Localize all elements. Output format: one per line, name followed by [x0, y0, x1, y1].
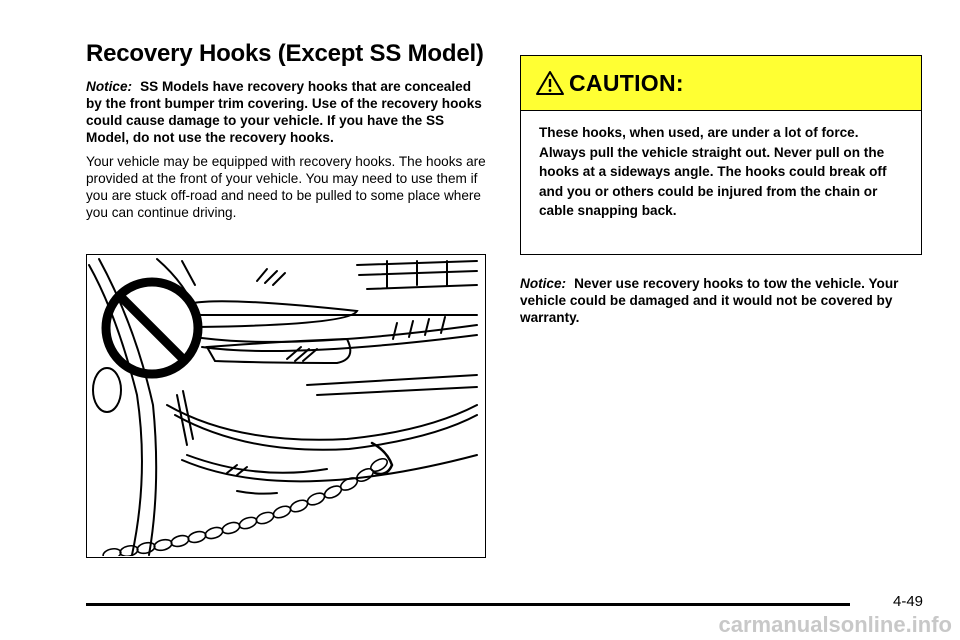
warning-triangle-icon — [535, 70, 565, 96]
notice-label: Notice: — [86, 79, 133, 94]
recovery-hook-illustration — [86, 254, 486, 558]
notice-text: Never use recovery hooks to tow the vehicle. Your vehicle could be damaged and it would not be covered by warranty. — [520, 276, 899, 325]
watermark: carmanualsonline.info — [718, 612, 952, 637]
notice-paragraph — [86, 78, 488, 146]
caution-header — [521, 56, 921, 111]
prohibited-sign-icon — [106, 282, 198, 374]
footer-rule — [86, 603, 850, 606]
notice-label: Notice: — [520, 276, 567, 291]
caution-box — [520, 55, 922, 255]
page-number: 4-49 — [893, 593, 924, 610]
left-column — [86, 78, 488, 221]
bumper-chain-drawing — [87, 255, 484, 556]
body-paragraph: Your vehicle may be equipped with recovery hooks. The hooks are provided at the front of your vehicle. You may need to use them if you are stuck off-road and need to be pulled to some place where you can continue driving. — [86, 154, 486, 220]
warranty-notice-paragraph — [520, 275, 922, 326]
page-title: Recovery Hooks (Except SS Model) — [86, 40, 484, 67]
caution-text: These hooks, when used, are under a lot of force. Always pull the vehicle straight out. Never pull on the hooks at a sideways angle. The hooks could break off and you or others could be injured from the chain or cable snapping back. — [539, 125, 887, 219]
notice-text: SS Models have recovery hooks that are concealed by the front bumper trim covering. Use of the recovery hooks could cause damage to your vehicle. If you have the SS Model, do not use the recovery hooks. — [86, 79, 482, 145]
caution-title: CAUTION: — [569, 69, 684, 96]
